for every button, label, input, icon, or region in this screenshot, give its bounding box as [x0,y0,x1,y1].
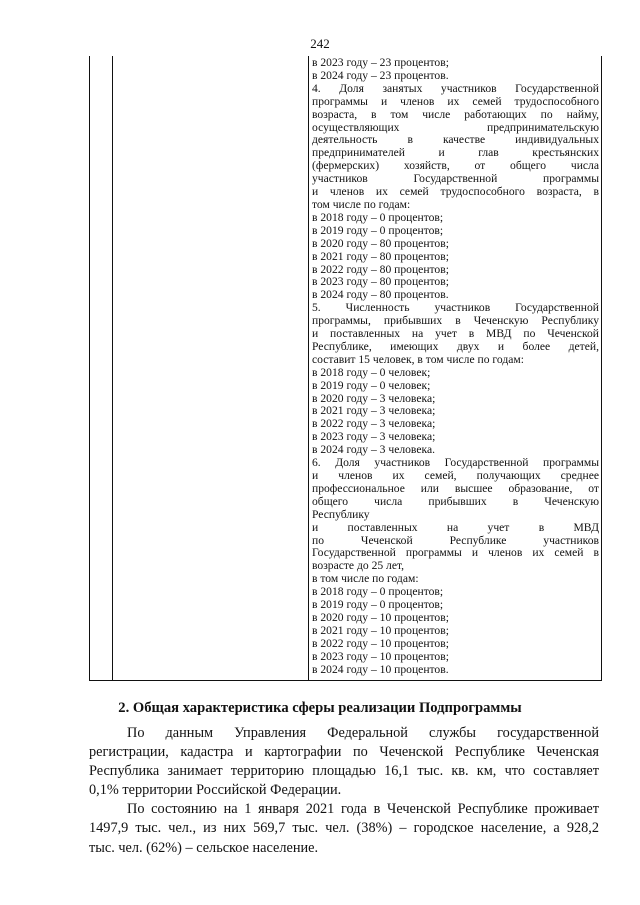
table-text-line: предпринимателей и глав крестьянских [312,147,599,160]
table-text-line: Республику [312,508,370,521]
table-text-line: в 2022 году – 80 процентов; [312,263,449,276]
table-text-line: деятельность в качестве индивидуальных [312,134,599,147]
table-column-divider [112,56,113,680]
table-text-line: том числе по годам: [312,198,411,211]
table-text-line: в 2018 году – 0 процентов; [312,586,444,599]
table-text-line: в 2018 году – 0 процентов; [312,211,444,224]
paragraph-line: 0,1% территории Российской Федерации. [89,782,342,799]
table-text-line: в 2023 году – 10 процентов; [312,650,449,663]
section-body [89,724,599,858]
table-text-line: в 2023 году – 80 процентов; [312,276,449,289]
table-text-line: Государственной программы и членов их семей в [312,547,599,560]
table-text-line: в 2019 году – 0 процентов; [312,224,444,237]
table-text-line: в 2020 году – 10 процентов; [312,611,449,624]
table-text-line: 5. Численность участников Государственной [312,302,599,315]
indicators-table [89,56,602,681]
table-text-line: в 2022 году – 10 процентов; [312,637,449,650]
table-text-line: (фермерских) хозяйств, от общего числа [312,160,599,173]
table-text-line: Республике, имеющих двух и более детей, [312,340,599,353]
table-text-line: в 2021 году – 3 человека; [312,405,436,418]
table-text-line: в 2019 году – 0 процентов; [312,599,444,612]
table-text-line: и членов их семей трудоспособного возраста, в [312,186,599,199]
table-text-line: в том числе по годам: [312,573,419,586]
table-cell-indicators [312,57,599,677]
table-text-line: составит 15 человек, в том числе по годам: [312,353,524,366]
table-text-line: в 2024 году – 80 процентов. [312,289,449,302]
table-text-line: программы и членов их семей трудоспособного [312,95,599,108]
table-text-line: по Чеченской Республике участников [312,534,599,547]
table-text-line: 6. Доля участников Государственной программы [312,457,599,470]
table-text-line: в 2024 году – 23 процентов. [312,69,449,82]
table-text-line: в 2024 году – 3 человека. [312,444,435,457]
table-text-line: в 2021 году – 80 процентов; [312,250,449,263]
table-text-line: общего числа прибывших в Чеченскую [312,495,599,508]
paragraph-line: По данным Управления Федеральной службы государственной [127,725,599,741]
paragraph-line: По состоянию на 1 января 2021 года в Чеченской Республике проживает [127,801,599,818]
paragraph-line: 1497,9 тыс. чел., из них 569,7 тыс. чел. (38%) – городское население, а 928,2 [89,820,599,837]
table-text-line: 4. Доля занятых участников Государственной [312,82,599,95]
table-column-divider [308,56,309,680]
table-text-line: в 2022 году – 3 человека; [312,418,436,431]
table-text-line: в 2020 году – 80 процентов; [312,237,449,250]
paragraph-line: регистрации, кадастра и картографии по Чеченской Республике Чеченская [89,744,599,761]
table-text-line: осуществляющих предпринимательскую [312,121,599,134]
table-text-line: возраста, в том числе работающих по найму, [312,108,599,121]
table-text-line: в 2018 году – 0 человек; [312,366,431,379]
paragraph-line: Республика занимает территорию площадью 16,1 тыс. кв. км, что составляет [89,763,599,780]
table-text-line: в 2023 году – 23 процентов; [312,57,449,69]
table-text-line: возрасте до 25 лет, [312,560,405,573]
table-text-line: и членов их семей, получающих среднее [312,470,599,482]
table-text-line: в 2024 году – 10 процентов. [312,663,449,676]
table-text-line: в 2019 году – 0 человек; [312,379,431,392]
table-text-line: и поставленных на учет в МВД [312,521,599,534]
table-text-line: в 2020 году – 3 человека; [312,392,436,405]
table-text-line: в 2021 году – 10 процентов; [312,624,449,637]
table-text-line: профессиональное или высшее образование, от [312,482,599,495]
paragraph-line: тыс. чел. (62%) – сельское население. [89,839,319,856]
page-number: 242 [310,36,330,51]
table-text-line: в 2023 году – 3 человека; [312,431,436,444]
table-text-line: программы, прибывших в Чеченскую Республику [312,315,599,328]
table-text-line: и поставленных на учет в МВД по Чеченской [312,328,599,341]
table-text-line: участников Государственной программы [312,173,599,186]
section-heading: 2. Общая характеристика сферы реализации Подпрограммы [118,700,522,716]
